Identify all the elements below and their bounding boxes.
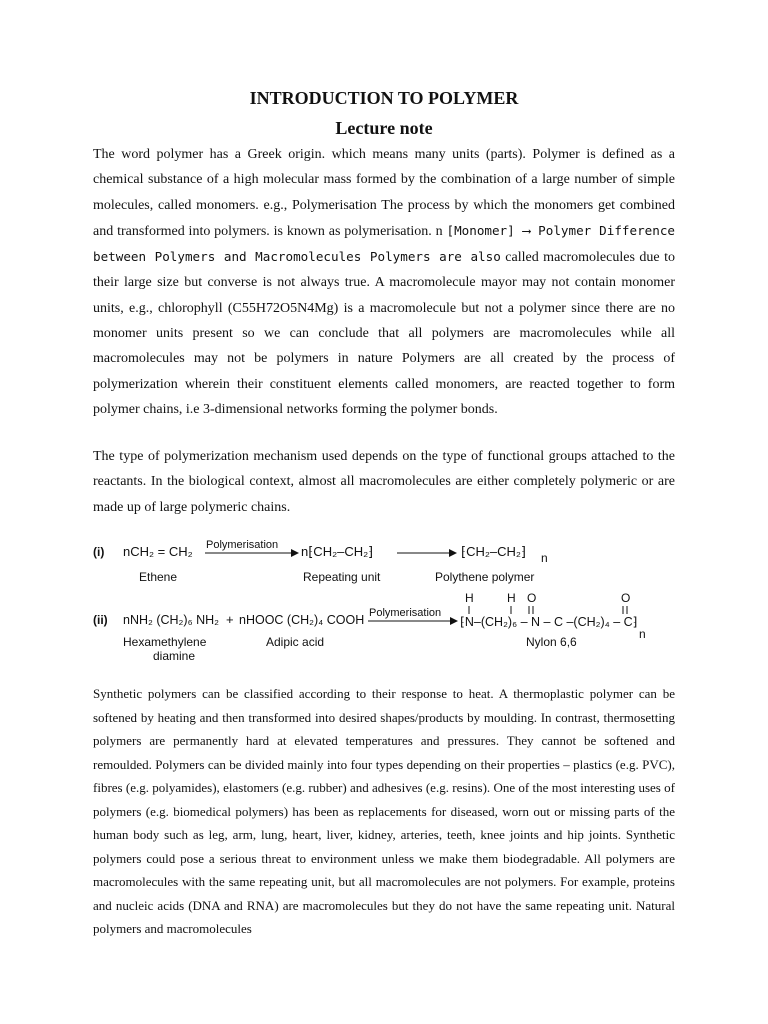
reaction-2-arrowhead <box>450 617 458 625</box>
reaction-1-reactant-name: Ethene <box>139 570 178 584</box>
reaction-2-atom-h2: H <box>507 591 516 605</box>
reaction-2-plus: + <box>226 612 234 627</box>
reaction-2-reactant-2-name: Adipic acid <box>266 635 325 649</box>
reaction-1-arrow-label: Polymerisation <box>206 539 279 551</box>
paragraph-mechanism: The type of polymerization mechanism used depends on the type of functional groups attached to the reactants. In the biological context, almost all macromolecules are either completely polymeric or are made up of large polymeric chains. <box>93 449 675 515</box>
reaction-1-product-subscript: n <box>541 551 548 565</box>
reaction-2-product: ⁅N–(CH₂)₆ – N – C –(CH₂)₄ – C⁆ <box>460 615 638 629</box>
reaction-1-reactant: nCH₂ = CH₂ <box>123 544 193 559</box>
reaction-1-arrowhead-2 <box>449 549 457 557</box>
paragraph-intro-text-a: The word polymer has a Greek origin. which means many units (parts). Polymer is defined as a chemical substance of a high molecular mass formed by the combination of a large number of simple molecules, called monomers. e.g., Polymerisation The process by which the monomers get combined and transformed into polymers. is known as polymerisation. n <box>93 147 675 239</box>
paragraph-intro-text-b: called macromolecules due to their large size but converse is not always true. A macromolecule mayor may not contain monomer units, e.g., chlorophyll (C55H72O5N4Mg) is a macromolecule but not a polymer since there are no monomer units present so we can conclude that all polymers are macromolecules while all macromolecules may not be polymers in nature Polymers are all created by the process of polymerization wherein their constituent elements called monomers, are reacted together to form polymer chains, i.e 3-dimensional networks forming the polymer bonds. <box>93 250 675 417</box>
paragraph-intro-formula: [Monomer] ⟶ Polymer Difference between Polymers and Macromolecules Polymers are also <box>93 222 675 265</box>
reaction-1-product-name: Polythene polymer <box>435 570 535 584</box>
reaction-2-reactant-1: nNH₂ (CH₂)₆ NH₂ <box>123 613 219 627</box>
page-subtitle: Lecture note <box>335 118 433 138</box>
reaction-1-intermediate: n⁅CH₂–CH₂⁆ <box>301 544 374 559</box>
reaction-2-atom-o1: O <box>527 591 537 605</box>
reaction-2-atom-o2: O <box>621 591 631 605</box>
reaction-2-arrow-label: Polymerisation <box>369 607 442 619</box>
reaction-2-reactant-2: nHOOC (CH₂)₄ COOH <box>239 613 365 627</box>
reaction-1-intermediate-name: Repeating unit <box>303 570 381 584</box>
reaction-2-reactant-1-name-line2: diamine <box>153 649 196 660</box>
reaction-2-reactant-1-name-line1: Hexamethylene <box>123 635 207 649</box>
reaction-2-atom-h1: H <box>465 591 474 605</box>
reaction-2-product-name: Nylon 6,6 <box>526 635 577 649</box>
polymerisation-reaction-figure <box>93 530 683 660</box>
page-title: INTRODUCTION TO POLYMER <box>249 88 519 108</box>
reaction-1-label: (i) <box>93 545 105 559</box>
reaction-2-product-subscript: n <box>639 627 646 641</box>
reaction-2-label: (ii) <box>93 613 108 627</box>
paragraph-intro <box>93 142 675 422</box>
reaction-1-arrowhead <box>291 549 299 557</box>
reaction-1-product: ⁅CH₂–CH₂⁆ <box>461 544 527 559</box>
paragraph-synthetic-polymers: Synthetic polymers can be classified according to their response to heat. A thermoplastic polymer can be softened by heating and then transformed into desired shapes/products by moulding. In contrast, thermosetting polymers are permanently hard at elevated temperatures and pressures. They cannot be softened and remoulded. Polymers can be divided mainly into four types depending on their properties – plastics (e.g. PVC), fibres (e.g. polyamides), elastomers (e.g. rubber) and adhesives (e.g. resins). One of the most interesting uses of polymers (e.g. biomedical polymers) has been as replacements for diseased, worn out or missing parts of the human body such as leg, arm, lung, heart, liver, kidney, arteries, teeth, knee joints and hip joints. Synthetic polymers could pose a serious threat to environment unless we make them biodegradable. All polymers are macromolecules with the same repeating unit, but all macromolecules are not polymers. For example, proteins and nucleic acids (DNA and RNA) are macromolecules but they do not have the same repeating unit. Natural polymers and macromolecules <box>93 686 675 936</box>
